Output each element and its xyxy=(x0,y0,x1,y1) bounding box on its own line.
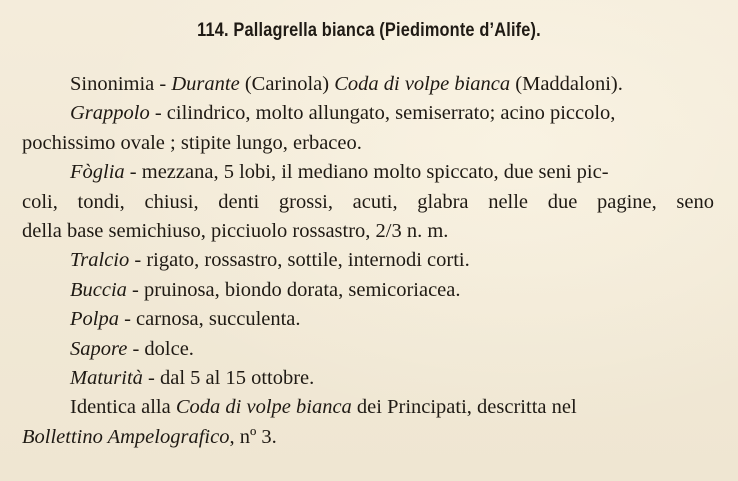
identica-text-2: dei Principati, descritta nel xyxy=(351,396,577,419)
sinonimia-label: Sinonimia xyxy=(70,73,155,95)
identica-text-3: , nº 3. xyxy=(229,425,277,448)
identica-ref-bollettino: Bollettino Ampelografico xyxy=(22,425,230,448)
entry-foglia xyxy=(22,158,714,187)
polpa-text: - carnosa, succulenta. xyxy=(118,308,301,331)
identica-text-1: Identica alla xyxy=(70,396,176,419)
entry-grappolo xyxy=(22,99,714,128)
grappolo-text-2: pochissimo ovale ; stipite lungo, erbaceo. xyxy=(22,131,362,154)
synonym-coda-di-volpe: Coda di volpe bianca xyxy=(334,73,511,95)
entry-grappolo-cont xyxy=(22,129,714,158)
buccia-label: Buccia xyxy=(70,278,127,301)
document-body xyxy=(22,70,714,452)
place-maddaloni: (Maddaloni). xyxy=(510,73,623,95)
entry-tralcio xyxy=(22,246,714,275)
page-title: 114. Pallagrella bianca (Piedimonte d’Alife). xyxy=(197,20,541,41)
buccia-text: - pruinosa, biondo dorata, semicoriacea. xyxy=(126,278,461,301)
maturita-label: Maturità xyxy=(70,366,143,389)
identica-ref-coda: Coda di volpe bianca xyxy=(175,396,352,419)
entry-foglia-cont-2 xyxy=(22,217,714,246)
entry-identica-cont xyxy=(22,423,714,452)
tralcio-text: - rigato, rossastro, sottile, internodi corti. xyxy=(129,249,470,272)
entry-maturita xyxy=(22,364,714,393)
entry-identica xyxy=(22,393,714,422)
tralcio-label: Tralcio xyxy=(70,249,130,272)
entry-sinonimia xyxy=(22,70,714,99)
entry-polpa xyxy=(22,305,714,334)
synonym-durante: Durante xyxy=(171,73,240,95)
entry-sapore xyxy=(22,335,714,364)
maturita-text: - dal 5 al 15 ottobre. xyxy=(142,366,315,389)
polpa-label: Polpa xyxy=(70,308,119,331)
foglia-label: Fòglia xyxy=(70,161,125,184)
foglia-text-2: coli, tondi, chiusi, denti grossi, acuti, glabra nelle due pagine, seno xyxy=(22,190,714,213)
foglia-text-3: della base semichiuso, picciuolo rossastro, 2/3 n. m. xyxy=(22,219,449,242)
entry-foglia-cont-1 xyxy=(22,188,714,217)
sapore-label: Sapore xyxy=(70,337,128,360)
foglia-text-1: - mezzana, 5 lobi, il mediano molto spiccato, due seni pic- xyxy=(124,161,609,184)
grappolo-label: Grappolo xyxy=(70,102,150,125)
sinonimia-sep: - xyxy=(154,73,172,95)
sapore-text: - dolce. xyxy=(127,337,194,360)
place-carinola: (Carinola) xyxy=(239,73,335,95)
grappolo-text-1: - cilindrico, molto allungato, semiserrato; acino piccolo, xyxy=(149,102,616,125)
entry-buccia xyxy=(22,276,714,305)
